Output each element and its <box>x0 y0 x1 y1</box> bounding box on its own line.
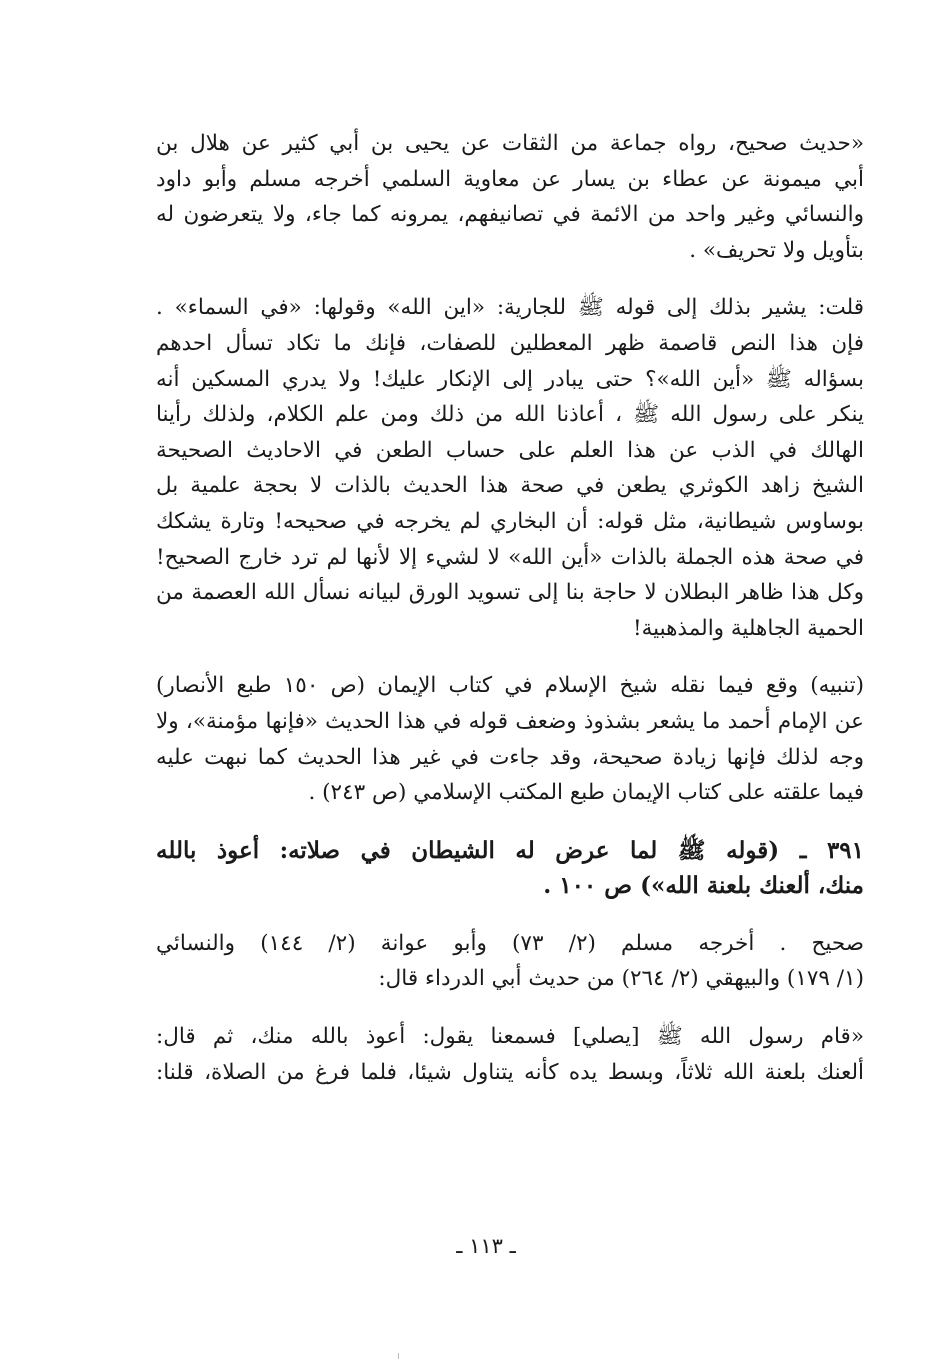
text-line: قلت: يشير بذلك إلى قوله ﷺ للجارية: «اين الله» وقولها: «في السماء» . <box>156 295 864 321</box>
text-line: «حديث صحيح، رواه جماعة من الثقات عن يحيى بن أبي كثير عن هلال بن <box>156 131 864 156</box>
text-line: الهالك في الذب عن هذا العلم على حساب الطعن في الاحاديث الصحيحة <box>156 437 864 463</box>
text-line: وجه لذلك فإنها زيادة صحيحة، وقد جاءت في غير هذا الحديث كما نبهت عليه <box>156 744 864 770</box>
text-line: منك، ألعنك بلعنة الله») ص ١٠٠ . <box>543 872 864 900</box>
scan-mark <box>398 1353 399 1359</box>
paragraph-hadith-quote <box>156 126 864 268</box>
text-line: وكل هذا ظاهر البطلان لا حاجة بنا إلى تسويد الورق لبيانه نسأل الله العصمة من <box>156 580 864 606</box>
text-line: بتأويل ولا تحريف» . <box>689 237 864 263</box>
page-body <box>156 126 864 1090</box>
page-number: ـ ١١٣ ـ <box>456 1234 516 1258</box>
paragraph-narration <box>156 1019 864 1090</box>
text-line: في صحة هذه الجملة بالذات «أين الله» لا لشيء إلا لأنها لم ترد خارج الصحيح! <box>156 544 864 570</box>
text-line: ألعنك بلعنة الله ثلاثاً، وبسط يده كأنه يتناول شيئا، فلما فرغ من الصلاة، قلنا: <box>156 1059 864 1085</box>
text-line: الحمية الجاهلية والمذهبية! <box>632 615 864 641</box>
text-line: فإن هذا النص قاصمة ظهر المعطلين للصفات، فإنك ما تكاد تسأل احدهم <box>156 330 864 356</box>
text-line: ٣٩١ ـ (قوله ﷺ لما عرض له الشيطان في صلاته: أعوذ بالله <box>156 836 864 864</box>
hadith-heading-391 <box>156 833 864 904</box>
text-line: صحيح . أخرجه مسلم (٢/ ٧٣) وأبو عوانة (٢/ ١٤٤) والنسائي <box>156 930 864 956</box>
text-line: بسؤاله ﷺ «أين الله»؟ حتى يبادر إلى الإنكار عليك! ولا يدري المسكين أنه <box>156 366 864 392</box>
text-line: (١/ ١٧٩) والبيهقي (٢/ ٢٦٤) من حديث أبي الدرداء قال: <box>378 966 864 992</box>
text-line: فيما علقته على كتاب الإيمان طبع المكتب الإسلامي (ص ٢٤٣) . <box>308 780 864 806</box>
text-line: (تنبيه) وقع فيما نقله شيخ الإسلام في كتاب الإيمان (ص ١٥٠ طبع الأنصار) <box>156 673 864 699</box>
text-line: والنسائي وغير واحد من الائمة في تصانيفهم، يمرونه كما جاء، ولا يتعرضون له <box>156 202 864 228</box>
text-line: الشيخ زاهد الكوثري يطعن في صحة هذا الحديث بالذات لا بحجة علمية بل <box>156 473 864 499</box>
paragraph-commentary <box>156 290 864 646</box>
text-line: أبي ميمونة عن عطاء بن يسار عن معاوية السلمي أخرجه مسلم وأبو داود <box>156 166 864 192</box>
paragraph-takhrij <box>156 926 864 997</box>
text-line: عن الإمام أحمد ما يشعر بشذوذ وضعف قوله في هذا الحديث «فإنها مؤمنة»، ولا <box>156 708 864 734</box>
paragraph-note <box>156 668 864 810</box>
text-line: بوساوس شيطانية، مثل قوله: أن البخاري لم يخرجه في صحيحه! وتارة يشكك <box>156 508 864 534</box>
text-line: ينكر على رسول الله ﷺ ، أعاذنا الله من ذلك ومن علم الكلام، ولذلك رأينا <box>156 402 864 428</box>
text-line: «قام رسول الله ﷺ [يصلي] فسمعنا يقول: أعوذ بالله منك، ثم قال: <box>156 1024 864 1050</box>
